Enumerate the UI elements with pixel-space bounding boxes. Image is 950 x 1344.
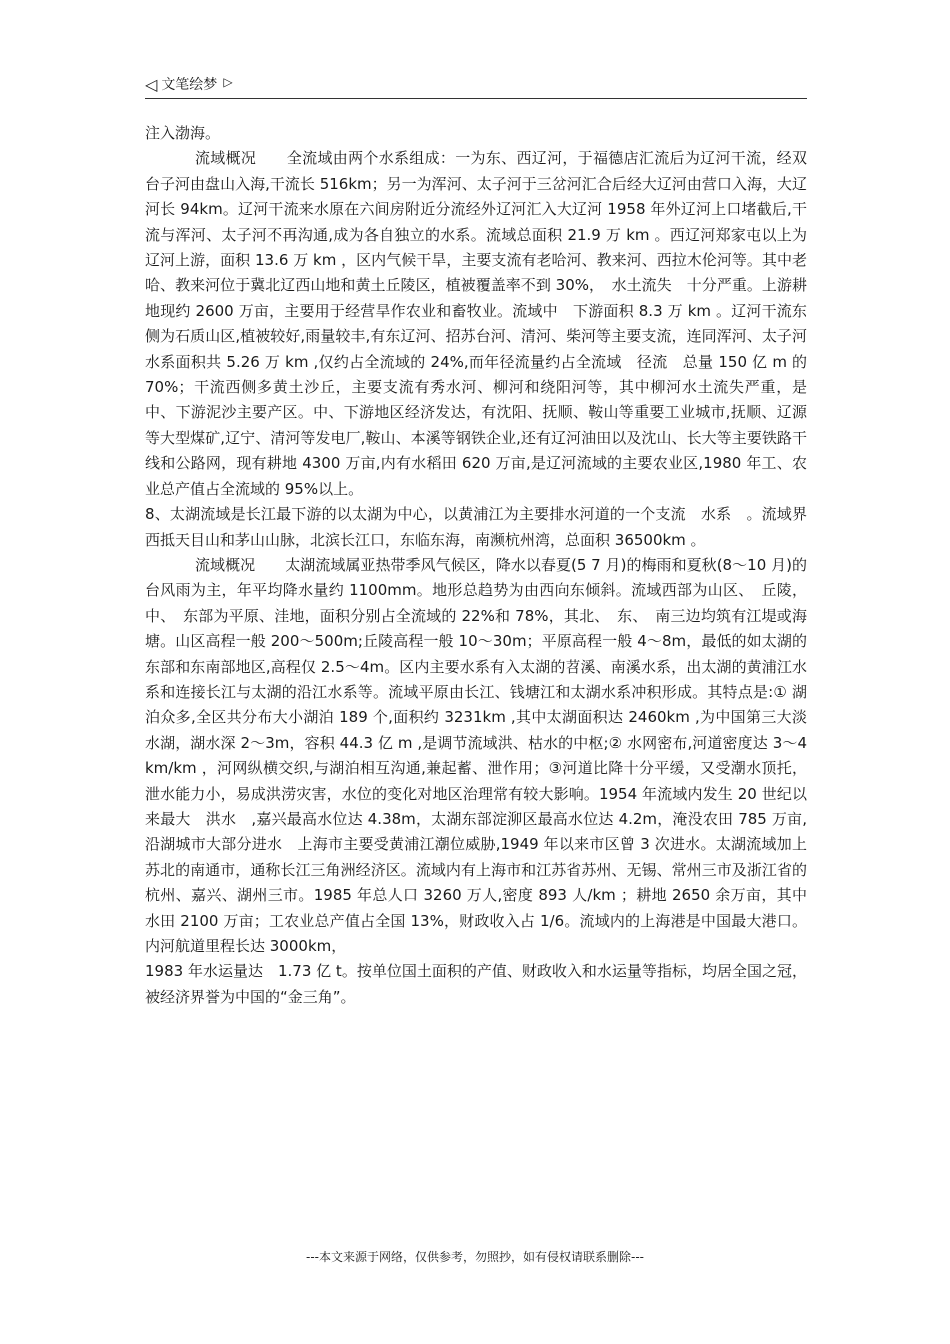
- footer-disclaimer: ---本文来源于网络，仅供参考，勿照抄，如有侵权请联系删除---: [306, 1250, 644, 1264]
- paragraph-liaohe-overview: 流域概况 全流域由两个水系组成：一为东、西辽河，于福德店汇流后为辽河干流，经双台子河由盘山入海,干流长 516km；另一为浑河、太子河于三岔河汇合后经大辽河由营口入海，大辽河长 94km。辽河干流来水原在六间房附近分流经外辽河汇入大辽河 1958 年外辽河上口堵截后,干流与浑河、太子河不再沟通,成为各自独立的水系。流域总面积 21.9 万 km 。西辽河郑家屯以上为辽河上游，面积 13.6 万 km ，区内气候干旱，主要支流有老哈河、教来河、西拉木伦河等。其中老哈、教来河位于冀北辽西山地和黄土丘陵区，植被覆盖率不到 30%， 水土流失 十分严重。上游耕地现约 2600 万亩，主要用于经营旱作农业和畜牧业。流域中 下游面积 8.3 万 km 。辽河干流东侧为石质山区,植被较好,雨量较丰,有东辽河、招苏台河、清河、柴河等主要支流，连同浑河、太子河水系面积共 5.26 万 km ,仅约占全流域的 24%,而年径流量约占全流域 径流 总量 150 亿 m 的 70%；干流西侧多黄土沙丘，主要支流有秀水河、柳河和绕阳河等，其中柳河水土流失严重，是中、下游泥沙主要产区。中、下游地区经济发达，有沈阳、抚顺、鞍山等重要工业城市,抚顺、辽源等大型煤矿,辽宁、清河等发电厂,鞍山、本溪等钢铁企业,还有辽河油田以及沈山、长大等主要铁路干线和公路网，现有耕地 4300 万亩,内有水稻田 620 万亩,是辽河流域的主要农业区,1980 年工、农业总产值占全流域的 95%以上。: [145, 149, 812, 498]
- document-body: [145, 121, 812, 1010]
- paragraph-taihu-overview: 流域概况 太湖流域属亚热带季风气候区，降水以春夏(5 7 月)的梅雨和夏秋(8～10 月)的台风雨为主，年平均降水量约 1100mm。地形总趋势为由西向东倾斜。流域西部为山区、 丘陵，中、 东部为平原、洼地，面积分别占全流域的 22%和 78%，其北、 东、 南三边均筑有江堤或海塘。山区高程一般 200～500m;丘陵高程一般 10～30m；平原高程一般 4～8m，最低的如太湖的东部和东南部地区,高程仅 2.5～4m。区内主要水系有入太湖的苕溪、南溪水系，出太湖的黄浦江水系和连接长江与太湖的沿江水系等。流域平原由长江、钱塘江和太湖水系冲积形成。其特点是:① 湖泊众多,全区共分布大小湖泊 189 个,面积约 3231km ,其中太湖面积达 2460km ,为中国第三大淡水湖，湖水深 2～3m，容积 44.3 亿 m ,是调节流域洪、枯水的中枢;② 水网密布,河道密度达 3～4km/km ，河网纵横交织,与湖泊相互沟通,兼起蓄、泄作用；③河道比降十分平缓，又受潮水顶托，泄水能力小，易成洪涝灾害，水位的变化对地区治理常有较大影响。1954 年流域内发生 20 世纪以来最大 洪水 ,嘉兴最高水位达 4.38m，太湖东部淀泖区最高水位达 4.2m，淹没农田 785 万亩,沿湖城市大部分进水 上海市主要受黄浦江潮位威胁,1949 年以来市区曾 3 次进水。太湖流域加上苏北的南通市，通称长江三角洲经济区。流域内有上海市和江苏省苏州、无锡、常州三市及浙江省的杭州、嘉兴、湖州三市。1985 年总人口 3260 万人,密度 893 人/km ；耕地 2650 余万亩，其中水田 2100 万亩；工农业总产值占全国 13%，财政收入占 1/6。流域内的上海港是中国最大港口。内河航道里程长达 3000km，: [145, 555, 807, 955]
- paragraph-taihu-closing: 1983 年水运量达 1.73 亿 t。按单位国土面积的产值、财政收入和水运量等指标，均居全国之冠，被经济界誉为中国的“金三角”。: [145, 962, 807, 1006]
- paragraph-intro-fragment: 注入渤海。: [145, 124, 221, 142]
- brand-label: 文笔绘梦: [161, 77, 218, 93]
- page-header: [145, 74, 807, 99]
- paragraph-taihu-intro: 8、太湖流域是长江最下游的以太湖为中心，以黄浦江为主要排水河道的一个支流 水系 。流域界西抵天目山和茅山山脉，北滨长江口，东临东海，南濒杭州湾，总面积 36500km 。: [145, 505, 807, 549]
- triangle-left-icon: ◁: [145, 75, 158, 94]
- triangle-right-icon: ▷: [223, 75, 233, 89]
